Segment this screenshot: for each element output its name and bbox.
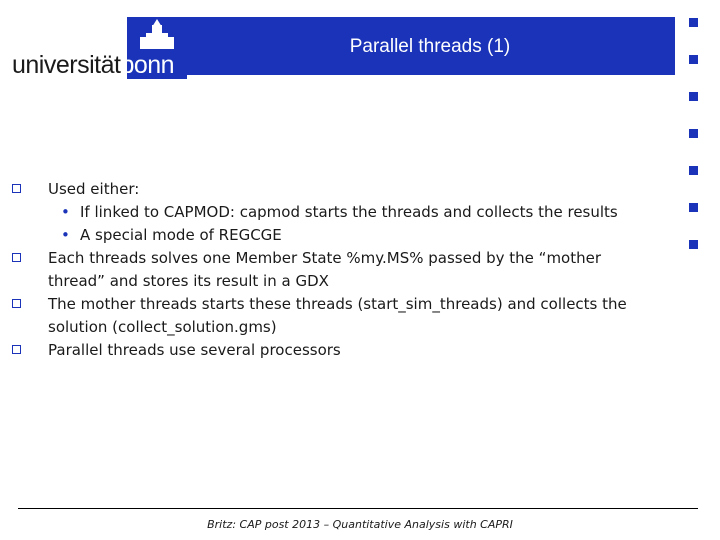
dot-bullet-icon: • <box>61 203 70 221</box>
building-icon <box>132 19 182 49</box>
square-bullet-icon <box>12 184 21 193</box>
bullet-text-cont: solution (collect_solution.gms) <box>48 318 277 336</box>
deco-square <box>689 240 698 249</box>
footer-divider <box>18 508 698 509</box>
slide-content <box>10 178 690 362</box>
bullet-item <box>10 293 690 339</box>
deco-square <box>689 203 698 212</box>
square-bullet-icon <box>12 253 21 262</box>
header-bar <box>185 17 675 75</box>
deco-square <box>689 92 698 101</box>
deco-square <box>689 129 698 138</box>
square-bullet-icon <box>12 345 21 354</box>
dot-bullet-icon: • <box>61 226 70 244</box>
footer-text: Britz: CAP post 2013 – Quantitative Analysis with CAPRI <box>207 518 513 531</box>
bullet-text: Used either: <box>48 180 140 198</box>
logo-text-b: bonn <box>120 51 175 79</box>
sub-bullet-item <box>10 201 690 224</box>
bullet-text-cont: thread” and stores its result in a GDX <box>48 272 329 290</box>
sub-bullet-text: A special mode of REGCGE <box>80 226 282 244</box>
bullet-item <box>10 339 690 362</box>
deco-square <box>689 166 698 175</box>
square-bullet-icon <box>12 299 21 308</box>
bullet-text: Each threads solves one Member State %my.MS% passed by the “mother <box>48 249 602 267</box>
logo-text <box>12 51 174 80</box>
university-logo <box>12 17 177 79</box>
logo-text-a: universität <box>12 51 121 79</box>
deco-square <box>689 55 698 64</box>
sub-bullet-item <box>10 224 690 247</box>
deco-square <box>689 18 698 27</box>
slide-title: Parallel threads (1) <box>349 36 511 57</box>
bullet-item <box>10 247 690 293</box>
side-decoration <box>689 18 699 277</box>
bullet-text: Parallel threads use several processors <box>48 341 341 359</box>
bullet-text: The mother threads starts these threads (start_sim_threads) and collects the <box>48 295 627 313</box>
bullet-item <box>10 178 690 201</box>
sub-bullet-text: If linked to CAPMOD: capmod starts the threads and collects the results <box>80 203 618 221</box>
